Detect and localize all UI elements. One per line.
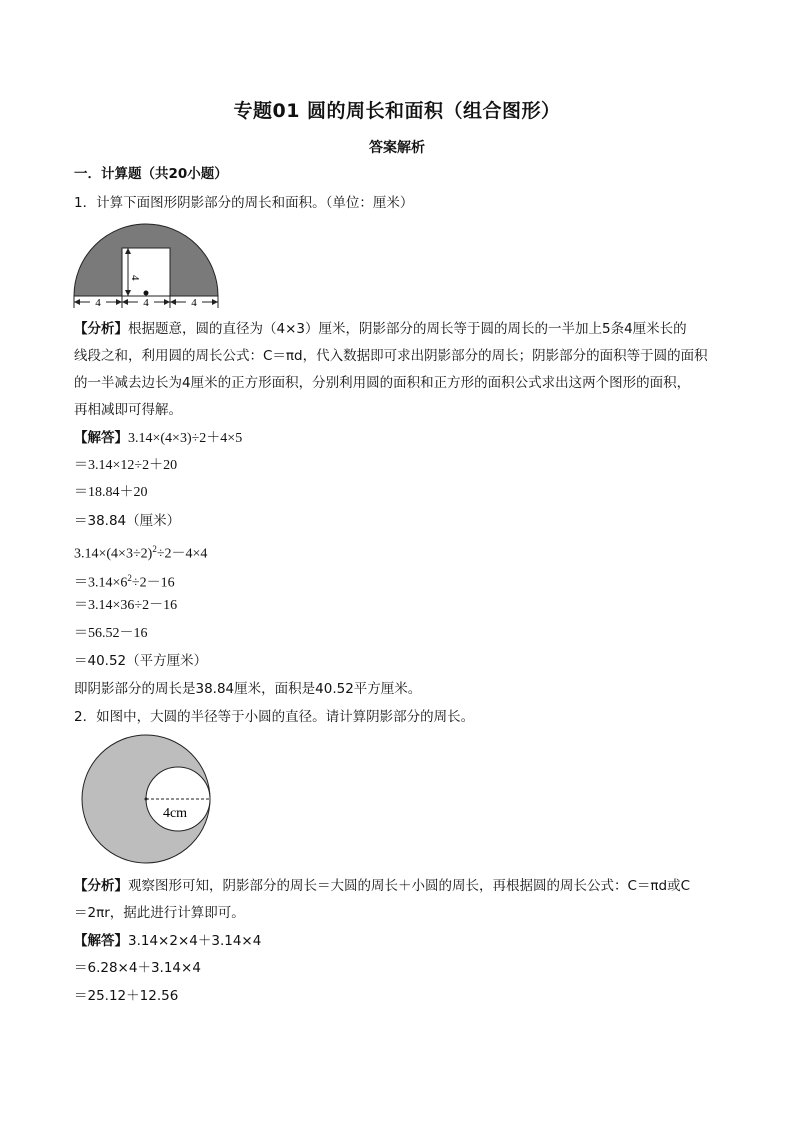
q1-analysis-line-3: 的一半减去边长为4厘米的正方形面积，分别利用圆的面积和正方形的面积公式求出这两个图形的面积， xyxy=(74,375,691,391)
q1-solution-tag: 【解答】 xyxy=(74,430,128,446)
q1-analysis-line-4: 再相减即可得解。 xyxy=(74,402,182,418)
q1-square-unshaded xyxy=(122,248,170,296)
q1-solution-line-4: ＝38.84（厘米） xyxy=(74,513,181,529)
q1-analysis-line-2: 线段之和，利用圆的周长公式：C＝πd，代入数据即可求出阴影部分的周长；阴影部分的面积等于圆的面积 xyxy=(74,348,708,364)
q2-diameter-label: 4cm xyxy=(162,806,188,821)
q2-analysis-line-2: ＝2πr，据此进行计算即可。 xyxy=(74,905,245,921)
q2-solution-line-1: 【解答】3.14×2×4＋3.14×4 xyxy=(74,933,262,949)
page-subtitle: 答案解析 xyxy=(369,140,425,156)
q1-analysis-tag: 【分析】 xyxy=(74,321,128,337)
q2-solution-tag: 【解答】 xyxy=(74,933,128,949)
q1-center-dot-icon xyxy=(144,291,149,296)
q2-analysis-tag: 【分析】 xyxy=(74,878,128,894)
q1-solution-line-9: ＝40.52（平方厘米） xyxy=(74,653,208,669)
q2-circles-figure xyxy=(78,734,218,864)
q1-bottom-label-3: 4 xyxy=(191,297,197,309)
q2-question: 2．如图中，大圆的半径等于小圆的直径。请计算阴影部分的周长。 xyxy=(74,709,475,725)
q2-analysis-line-1: 【分析】观察图形可知，阴影部分的周长＝大圆的周长＋小圆的周长，再根据圆的周长公式：C＝πd或C xyxy=(74,878,691,894)
q1-solution-line-7: ＝3.14×36÷2－16 xyxy=(74,598,178,613)
q1-solution-line-2: ＝3.14×12÷2＋20 xyxy=(74,458,178,473)
q1-solution-line-3: ＝18.84＋20 xyxy=(74,485,148,500)
q1-solution-line-5: $3.14\times(4\times 3\div 2)^2\div 2-4\times 4$ xyxy=(74,544,208,562)
q1-question: 1．计算下面图形阴影部分的周长和面积。（单位：厘米） xyxy=(74,195,414,211)
q1-height-label: 4 xyxy=(129,275,141,281)
q2-solution-line-3: ＝25.12＋12.56 xyxy=(74,988,179,1004)
q1-solution-line-6: $=3.14\times 6^2\div 2-16$ xyxy=(74,573,175,591)
q1-semicircle-figure xyxy=(70,218,230,310)
q1-bottom-label-1: 4 xyxy=(95,297,101,309)
q1-analysis-line-1: 【分析】根据题意，圆的直径为（4×3）厘米，阴影部分的周长等于圆的周长的一半加上5条4厘米长的 xyxy=(74,321,687,337)
q2-solution-line-2: ＝6.28×4＋3.14×4 xyxy=(74,960,201,976)
page-title: 专题01 圆的周长和面积（组合图形） xyxy=(233,100,561,122)
q1-bottom-label-2: 4 xyxy=(143,297,149,309)
q2-center-dot-icon xyxy=(145,798,148,801)
section-heading: 一．计算题（共20小题） xyxy=(74,166,228,182)
q1-solution-line-8: ＝56.52－16 xyxy=(74,626,148,641)
q1-solution-line-1: 【解答】3.14×(4×3)÷2＋4×5 xyxy=(74,430,243,446)
q1-conclusion: 即阴影部分的周长是38.84厘米，面积是40.52平方厘米。 xyxy=(74,681,422,697)
